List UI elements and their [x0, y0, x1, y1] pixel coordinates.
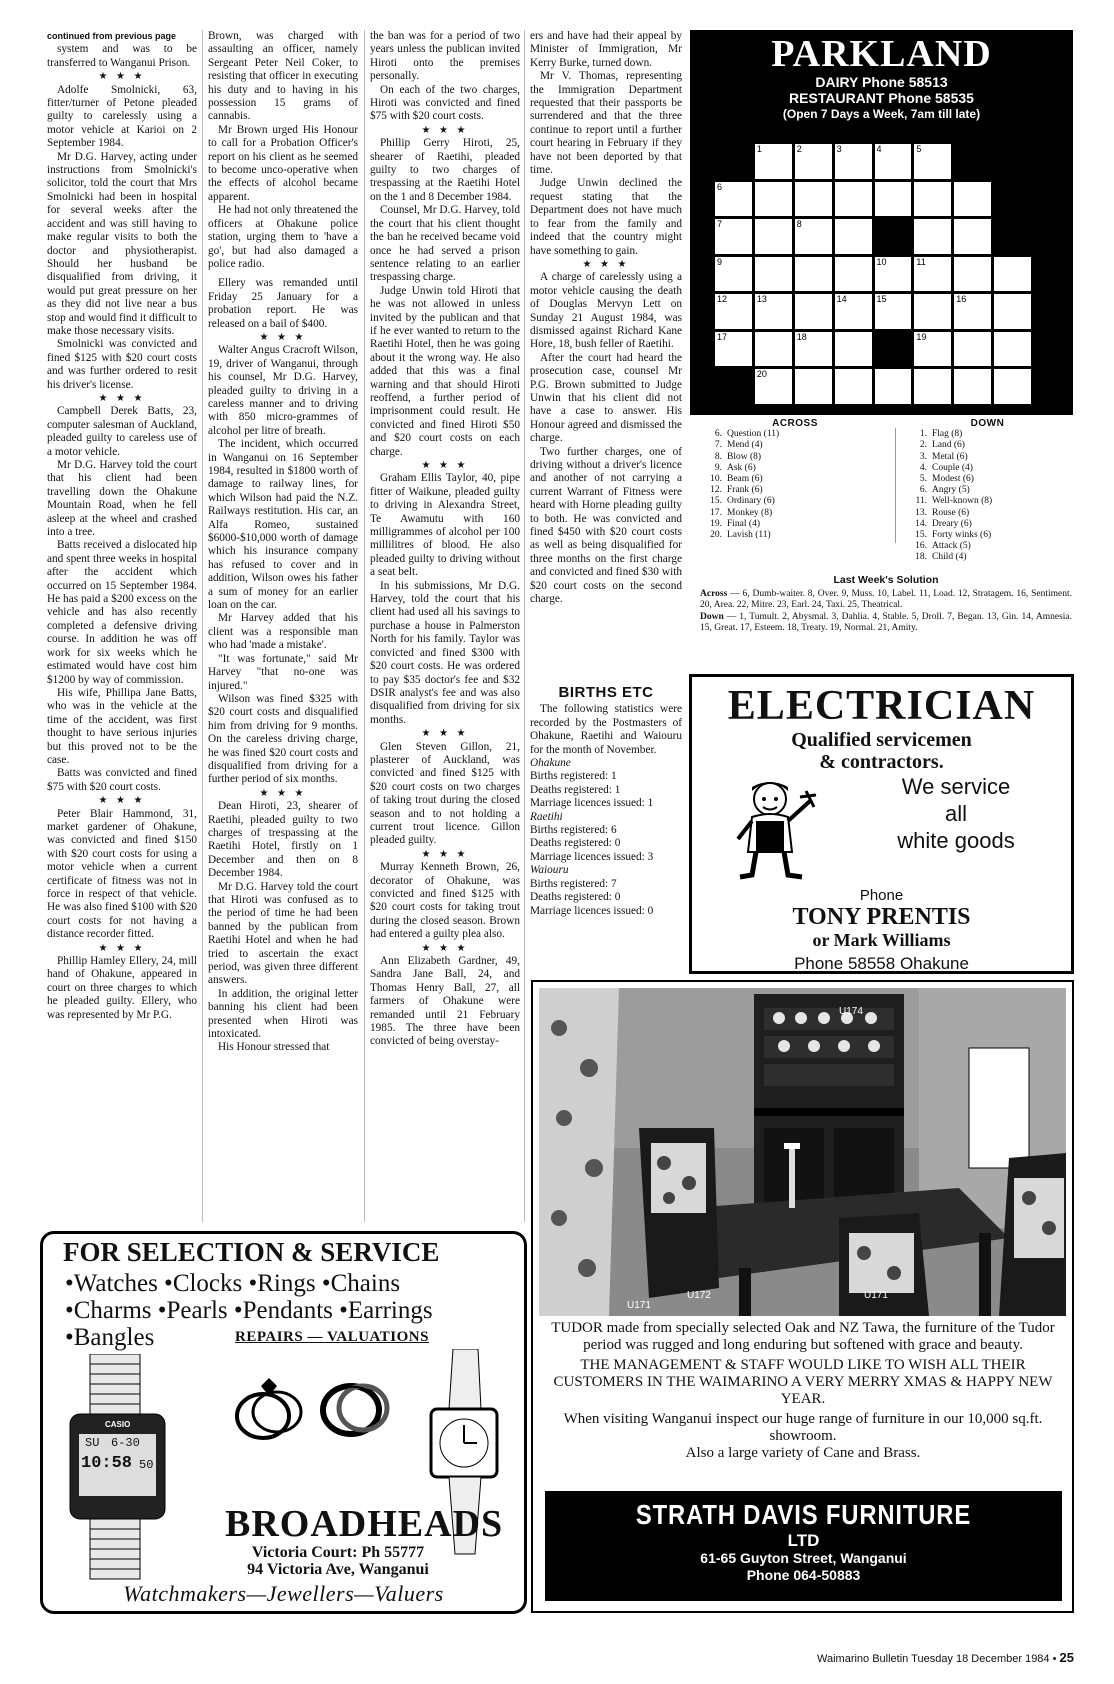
down-clue-text: Angry (5) — [932, 485, 970, 496]
down-clue-number: 4. — [919, 462, 927, 473]
down-clue-text: Child (4) — [932, 552, 967, 563]
watch-date: 6-30 — [111, 1436, 140, 1450]
paragraph: Mr D.G. Harvey, acting under instructions from Smolnicki's solicitor, told the court that Mrs Smolnicki had been in hospital for several weeks after the accident and was still having to make regular visits to both the doctor and physiotherapist. Should her husband be disqualified from driving, it would put great pressure on her as they did not live near a bus stop and would find it difficult to make those necessary visits. — [47, 150, 197, 337]
across-clue-row — [700, 496, 890, 507]
down-clue-number: 11. — [915, 496, 927, 507]
separator-stars: ★ ★ ★ — [98, 942, 146, 954]
paragraph: In addition, the original letter banning his client had been presented when Hiroti was intoxicated. — [208, 987, 358, 1041]
solution-across: — 6, Dumb-waiter. 8, Over. 9, Muss. 10, Label. 11, Load. 12, Stratagem. 16, Sentiment. 20, Area. 22, Mitre. 23, Earl. 24, Taxi. 25, Theatrical. — [700, 588, 1073, 611]
down-clue-number: 6. — [919, 485, 927, 496]
product-line-1: •Watches •Clocks •Rings •Chains — [65, 1270, 401, 1297]
down-clue-row — [905, 541, 1070, 552]
paragraph: "It was fortunate," said Mr Harvey "that no-one was injured." — [208, 652, 358, 692]
down-clue-text: Attack (5) — [932, 541, 971, 552]
grid-cell[interactable] — [835, 257, 872, 292]
paragraph: Mr D.G. Harvey told the court that Hiroti was confused as to the period of time he had been banned by the publican from Raetihi Hotel and when he had tried to ascertain the exact period, was given three different answers. — [208, 880, 358, 987]
across-clue-text: Blow (8) — [727, 451, 762, 462]
electrician-subtitle-2: & contractors. — [819, 751, 944, 773]
grid-cell[interactable] — [715, 219, 752, 254]
separator-stars: ★ ★ ★ — [98, 795, 146, 807]
grid-cell[interactable] — [715, 294, 752, 329]
paragraph: Graham Ellis Taylor, 40, pipe fitter of Waikune, pleaded guilty to driving in Alexandra Street, Te Awamutu with 160 milligrammes of alcohol per 100 millilitres of blood. He also pleaded guilty to driving without a seat belt. — [370, 472, 520, 579]
deaths-stat: Deaths registered: 0 — [530, 837, 621, 850]
last-week-solution — [700, 575, 1072, 635]
paragraph: Peter Blair Hammond, 31, market gardener of Ohakune, was convicted and fined $150 with $20 court costs for using a motor vehicle when a current certificate of fitness was not in force in respect of that vehicle. He was also fined $100 with $20 court costs for not having a distance recorder fitted. — [47, 807, 197, 941]
grid-number: 6 — [717, 181, 723, 192]
marriages-stat: Marriage licences issued: 3 — [530, 850, 654, 863]
grid-cell[interactable] — [715, 257, 752, 292]
down-clue-number: 13. — [915, 507, 927, 518]
grid-cell[interactable] — [994, 369, 1031, 404]
across-clue-number: 12. — [710, 485, 722, 496]
grid-number: 9 — [717, 256, 723, 267]
solution-heading: Last Week's Solution — [833, 574, 939, 586]
across-clue-number: 19. — [710, 518, 722, 529]
across-clue-row — [700, 530, 890, 541]
footer-bullet: • — [1052, 1653, 1057, 1665]
watch-brand: CASIO — [105, 1420, 131, 1429]
watch-seconds: 50 — [139, 1458, 154, 1472]
across-clue-text: Ordinary (6) — [727, 496, 775, 507]
column-rule — [524, 30, 525, 1222]
paragraph: Brown, was charged with assaulting an officer, namely Sergeant Peter Neil Coker, to resisting that officer in executing his duty and to having in his possession 15 grams of cannabis. — [208, 30, 358, 123]
across-clue-row — [700, 463, 890, 474]
marriages-stat: Marriage licences issued: 0 — [530, 904, 654, 917]
furniture-photo — [539, 988, 1066, 1316]
grid-number: 13 — [756, 294, 767, 305]
grid-cell[interactable] — [835, 182, 872, 217]
grid-cell[interactable] — [875, 257, 912, 292]
down-clue-row — [905, 485, 1070, 496]
grid-number: 16 — [956, 294, 967, 305]
grid-cell[interactable] — [795, 144, 832, 179]
town-name: Ohakune — [530, 757, 571, 770]
paragraph: Batts was convicted and fined $75 with $20 court costs. — [47, 767, 197, 793]
paragraph: His Honour stressed that — [218, 1041, 330, 1054]
paragraph: Mr D.G. Harvey told the court that his client had been travelling down the Ohakune Mountain Road, when he fell asleep at the wheel and crashed into a tree. — [47, 459, 197, 539]
alternate-contact: or Mark Williams — [812, 930, 951, 950]
grid-cell-black — [875, 332, 912, 367]
grid-cell[interactable] — [954, 219, 991, 254]
grid-cell[interactable] — [914, 182, 951, 217]
grid-number: 19 — [916, 331, 927, 342]
grid-cell[interactable] — [835, 369, 872, 404]
grid-cell[interactable] — [875, 144, 912, 179]
across-clue-number: 17. — [710, 507, 722, 518]
grid-cell[interactable] — [914, 332, 951, 367]
births-intro: The following statistics were recorded by the Postmasters of Ohakune, Raetihi and Waiouru for the month of November. — [530, 703, 682, 756]
separator-stars: ★ ★ ★ — [421, 848, 469, 860]
across-clue-text: Monkey (8) — [727, 507, 773, 518]
grid-cell[interactable] — [755, 144, 792, 179]
article-column-4 — [530, 30, 682, 670]
store-address: 61-65 Guyton Street, Wanganui — [700, 1550, 907, 1566]
across-clue-row — [700, 452, 890, 463]
grid-cell-black — [994, 144, 1031, 179]
grid-cell[interactable] — [755, 332, 792, 367]
grid-cell[interactable] — [914, 294, 951, 329]
down-clue-number: 1. — [919, 429, 927, 440]
grid-cell-black — [875, 219, 912, 254]
service-line-3: white goods — [897, 828, 1015, 853]
down-clue-text: Land (6) — [932, 440, 965, 451]
grid-cell[interactable] — [954, 257, 991, 292]
service-line-2: all — [944, 801, 967, 826]
grid-number: 20 — [756, 369, 767, 380]
grid-cell[interactable] — [715, 332, 752, 367]
across-clue-number: 10. — [710, 474, 722, 485]
publication-date: Waimarino Bulletin Tuesday 18 December 1984 — [817, 1653, 1050, 1665]
grid-cell[interactable] — [994, 257, 1031, 292]
store-ltd: LTD — [787, 1531, 820, 1550]
article-column-2 — [208, 30, 358, 1228]
separator-stars: ★ ★ ★ — [582, 258, 630, 270]
down-clue-number: 18. — [915, 552, 927, 563]
down-clue-row — [905, 496, 1070, 507]
separator-stars: ★ ★ ★ — [421, 460, 469, 471]
down-clue-row — [905, 474, 1070, 485]
grid-number: 17 — [717, 331, 728, 342]
product-label: U174 — [839, 1006, 863, 1017]
grid-number: 10 — [876, 256, 887, 267]
births-heading: BIRTHS ETC — [558, 684, 654, 701]
repairs-valuations: REPAIRS — VALUATIONS — [235, 1329, 429, 1345]
grid-cell[interactable] — [954, 182, 991, 217]
product-line-3: •Bangles — [65, 1324, 155, 1351]
grid-cell[interactable] — [715, 182, 752, 217]
grid-cell[interactable] — [835, 332, 872, 367]
down-clue-row — [905, 463, 1070, 474]
service-line-1: We service — [901, 774, 1011, 799]
paragraph: Counsel, Mr D.G. Harvey, told the court that his client thought the ban he received became void once he had served a prison sentence relating to an earlier trespassing charge. — [370, 204, 520, 284]
paragraph: Mr Brown urged His Honour to call for a Probation Officer's report on his client as he seemed to become unco-operative when the effects of alcohol became apparent. — [208, 123, 358, 203]
paragraph: Smolnicki was convicted and fined $125 with $20 court costs and was further ordered to resit his driver's license. — [47, 338, 197, 391]
down-clue-number: 5. — [919, 474, 927, 485]
store-name: STRATH DAVIS FURNITURE — [635, 1499, 972, 1530]
page-number: 25 — [1059, 1650, 1074, 1665]
solution-down-label: Down — [700, 611, 724, 622]
paragraph: He had not only threatened the officers at Ohakune police station, urging them to 'have a go', but had also damaged a police radio. — [208, 204, 358, 270]
town-name: Waiouru — [530, 864, 569, 877]
address-line-1: Victoria Court: Ph 55777 — [251, 1544, 425, 1561]
page-footer — [817, 1650, 1074, 1665]
separator-stars: ★ ★ ★ — [98, 71, 146, 83]
down-clue-text: Well-known (8) — [932, 496, 993, 507]
across-clue-row — [700, 519, 890, 530]
parkland-crossword-ad — [690, 30, 1073, 415]
electrician-subtitle-1: Qualified servicemen — [791, 729, 972, 751]
paragraph: Mr Harvey added that his client was a responsible man who had 'made a mistake'. — [208, 612, 358, 652]
down-clue-text: Dreary (6) — [932, 518, 972, 529]
address-line-2: 94 Victoria Ave, Wanganui — [247, 1561, 429, 1578]
product-label: U171 — [864, 1290, 888, 1301]
down-clue-row — [905, 508, 1070, 519]
grid-number: 7 — [717, 219, 723, 230]
paragraph: system and was to be transferred to Wanganui Prison. — [47, 43, 197, 69]
separator-stars: ★ ★ ★ — [259, 787, 307, 799]
grid-cell[interactable] — [755, 257, 792, 292]
contact-name: TONY PRENTIS — [792, 904, 971, 930]
grid-cell-black — [715, 144, 752, 179]
down-clue-number: 16. — [915, 541, 927, 552]
across-clue-text: Ask (6) — [727, 462, 756, 473]
grid-cell[interactable] — [755, 182, 792, 217]
grid-cell[interactable] — [755, 294, 792, 329]
across-clue-text: Question (11) — [727, 429, 780, 440]
article-column-1 — [47, 30, 197, 1228]
grid-number: 1 — [756, 144, 762, 154]
paragraph: Batts received a dislocated hip and spent three weeks in hospital after the accident which occurred on 15 September 1984. He has paid a $200 excess on the vehicle and has also recently completed a defensive driving course. In addition he was off work for six weeks which he estimated would have cost him $1200 by way of commission. — [47, 539, 197, 686]
down-clue-text: Flag (8) — [932, 429, 963, 440]
paragraph: The incident, which occurred in Wanganui on 16 September 1984, resulted in $1800 worth of damage to railway lines, for which Wilson had paid the N.Z. Railways restitution. His car, an Alfa Romeo, sustained $6000-$10,000 worth of damage which his insurance company has refused to cover and in addition, Wilson owes his father a sum of money for an earlier loan on the car. — [208, 438, 358, 612]
paragraph: Walter Angus Cracroft Wilson, 19, driver of Wanganui, through his counsel, Mr D.G. Harvey, pleaded guilty to driving in a careless manner and to driving with 850 micro-grammes of alcohol per litre of breath. — [208, 344, 358, 437]
grid-cell-black — [994, 219, 1031, 254]
seasons-greetings: THE MANAGEMENT & STAFF WOULD LIKE TO WISH ALL THEIR CUSTOMERS IN THE WAIMARINO A VERY MERRY XMAS & HAPPY NEW YEAR. — [553, 1357, 1053, 1407]
grid-number: 18 — [796, 331, 807, 342]
down-clue-row — [905, 530, 1070, 541]
grid-cell[interactable] — [994, 332, 1031, 367]
paragraph: His wife, Phillipa Jane Batts, who was in the vehicle at the time of the accident, was first thought to have serious injuries but this proved not to be the case. — [47, 686, 197, 766]
cane-brass-note: Also a large variety of Cane and Brass. — [685, 1445, 921, 1461]
grid-cell[interactable] — [875, 369, 912, 404]
grid-cell[interactable] — [835, 144, 872, 179]
crossword-grid[interactable] — [715, 144, 1031, 404]
paragraph: Murray Kenneth Brown, 26, decorator of Ohakune, was convicted and fined $125 with $20 court costs for taking trout during the closed season. Brown had entered a guilty plea also. — [370, 861, 520, 941]
broadheads-tagline: Watchmakers—Jewellers—Valuers — [123, 1581, 444, 1606]
across-heading: ACROSS — [772, 418, 818, 429]
grid-cell-black — [994, 182, 1031, 217]
solution-across-label: Across — [700, 588, 728, 599]
grid-cell[interactable] — [755, 369, 792, 404]
article-column-3 — [370, 30, 520, 1228]
paragraph: Glen Steven Gillon, 21, plasterer of Auckland, was convicted and fined $125 with $20 court costs on two charges of taking trout during the closed season and to not holding a current trout licence. Gillon pleaded guilty. — [370, 740, 520, 847]
service-text — [871, 773, 1041, 854]
grid-cell[interactable] — [795, 182, 832, 217]
down-clue-row — [905, 440, 1070, 451]
down-clue-number: 3. — [919, 451, 927, 462]
grid-cell[interactable] — [755, 219, 792, 254]
grid-cell[interactable] — [795, 369, 832, 404]
across-clue-text: Frank (6) — [727, 485, 763, 496]
grid-cell[interactable] — [954, 332, 991, 367]
deaths-stat: Deaths registered: 0 — [530, 891, 621, 904]
down-clue-row — [905, 429, 1070, 440]
store-phone: Phone 064-50883 — [746, 1567, 861, 1583]
grid-cell[interactable] — [835, 219, 872, 254]
phone-label: Phone — [859, 887, 904, 904]
down-clue-text: Metal (6) — [932, 451, 968, 462]
strath-davis-furniture-ad — [531, 980, 1074, 1613]
separator-stars: ★ ★ ★ — [98, 392, 146, 404]
grid-cell[interactable] — [914, 219, 951, 254]
across-clue-row — [700, 429, 890, 440]
paragraph: Phillip Gerry Hiroti, 25, shearer of Raetihi, pleaded guilty to two charges of trespassing at the Raetihi Hotel on the 1 and 8 December 1984. — [370, 137, 520, 203]
grid-number: 12 — [717, 294, 728, 305]
births-stat: Births registered: 7 — [530, 877, 617, 890]
across-clue-number: 7. — [714, 440, 722, 451]
paragraph: Campbell Derek Batts, 23, computer salesman of Auckland, pleaded guilty to careless use of a motor vehicle. — [47, 405, 197, 458]
grid-number: 2 — [796, 144, 802, 154]
grid-number: 14 — [836, 294, 847, 305]
paragraph: Ann Elizabeth Gardner, 49, Sandra Jane Ball, 24, and Thomas Henry Ball, 27, all farmers of Ohakune were remanded until 21 February 1985. The three have been convicted of being overstay- — [370, 955, 520, 1048]
paragraph: ers and have had their appeal by Minister of Immigration, Mr Kerry Burke, turned down. — [530, 30, 682, 69]
across-clue-text: Final (4) — [727, 518, 760, 529]
paragraph: On each of the two charges, Hiroti was convicted and fined $75 with $20 court costs. — [370, 83, 520, 123]
across-clue-text: Beam (6) — [727, 474, 763, 485]
across-clue-number: 6. — [714, 429, 722, 440]
down-clue-text: Couple (4) — [932, 462, 973, 473]
paragraph: Adolfe Smolnicki, 63, fitter/turner of Petone pleaded guilty to carelessly using a motor vehicle at Karioi on 2 September 1984. — [47, 83, 197, 150]
product-label: U171 — [627, 1300, 651, 1311]
broadheads-heading: FOR SELECTION & SERVICE — [63, 1237, 440, 1267]
restaurant-phone: RESTAURANT Phone 58535 — [789, 90, 974, 106]
grid-cell[interactable] — [914, 369, 951, 404]
paragraph: Two further charges, one of driving without a driver's licence and another of not carrying a current Warrant of Fitness were heard with Horne pleading guilty to both. He was convicted and fined $450 with $20 court costs as well as being disqualified for three months on the first charge and convicted and fined $30 with $20 court costs on the second charge. — [530, 445, 682, 606]
paragraph: Judge Unwin declined the request stating that the Department does not have much to fear from the family and indeed that the country might have something to gain. — [530, 177, 682, 257]
across-clue-row — [700, 508, 890, 519]
grid-cell[interactable] — [875, 294, 912, 329]
grid-number: 5 — [916, 144, 922, 154]
column-rule — [202, 30, 203, 1222]
separator-stars: ★ ★ ★ — [421, 728, 469, 740]
electrician-mascot-icon — [730, 777, 825, 882]
across-clue-number: 9. — [714, 462, 722, 473]
across-clue-row — [700, 440, 890, 451]
grid-cell[interactable] — [954, 369, 991, 404]
broadheads-address — [238, 1544, 438, 1578]
grid-cell[interactable] — [795, 332, 832, 367]
strath-davis-banner — [545, 1491, 1062, 1601]
across-clue-number: 20. — [710, 530, 722, 541]
grid-number: 3 — [836, 144, 842, 154]
down-clue-number: 2. — [919, 440, 927, 451]
paragraph: the ban was for a period of two years unless the publican invited Hiroti onto the premises personally. — [370, 30, 520, 83]
dairy-phone: DAIRY Phone 58513 — [815, 74, 948, 90]
down-heading: DOWN — [970, 418, 1005, 429]
wedding-rings-icon — [319, 1374, 394, 1444]
grid-number: 8 — [796, 219, 802, 230]
births-column — [530, 680, 682, 980]
deaths-stat: Deaths registered: 1 — [530, 783, 621, 796]
separator-stars: ★ ★ ★ — [421, 942, 469, 954]
grid-number: 4 — [876, 144, 882, 154]
down-clue-row — [905, 552, 1070, 563]
paragraph: Phillip Hamley Ellery, 24, mill hand of Ohakune, appeared in court on three charges to which he pleaded guilty. Ellery, who was represented by Mr P.G. — [47, 955, 197, 1021]
broadheads-ad — [40, 1231, 527, 1614]
grid-cell[interactable] — [914, 144, 951, 179]
clue-divider — [895, 428, 896, 543]
across-clue-row — [700, 474, 890, 485]
electrician-ad — [689, 674, 1074, 974]
grid-cell[interactable] — [795, 219, 832, 254]
opening-hours: (Open 7 Days a Week, 7am till late) — [782, 107, 981, 121]
grid-cell-black — [715, 369, 752, 404]
town-name: Raetihi — [530, 810, 563, 823]
product-line-2: •Charms •Pearls •Pendants •Earrings — [65, 1297, 433, 1324]
paragraph: A charge of carelessly using a motor vehicle causing the death of Douglas Mervyn Lett on Sunday 21 August 1984, was dismissed against Richard Kane Hore, 18, bush feller of Raetihi. — [530, 271, 682, 351]
across-clue-row — [700, 485, 890, 496]
continued-label: continued from previous page — [47, 31, 177, 41]
down-clue-number: 14. — [915, 518, 927, 529]
across-clue-text: Mend (4) — [727, 440, 763, 451]
grid-number: 15 — [876, 294, 887, 305]
showroom-note: When visiting Wanganui inspect our huge range of furniture in our 10,000 sq.ft. showroom. — [563, 1411, 1043, 1444]
paragraph: Wilson was fined $325 with $20 court costs and disqualified him from driving for 9 months. On the careless driving charge, he was fined $20 court costs and disqualified from driving for a further period of six months. — [208, 692, 358, 786]
down-clue-text: Rouse (6) — [932, 507, 970, 518]
grid-cell[interactable] — [795, 257, 832, 292]
paragraph: In his submissions, Mr D.G. Harvey, told the court that his client had used all his savings to purchase a house in Palmerston North for his family. Taylor was convicted and fined $300 with $20 court costs. He was ordered to pay $35 doctor's fee and $32 DSIR analyst's fee and was also disqualified from driving for six months. — [370, 579, 520, 726]
paragraph: After the court had heard the prosecution case, counsel Mr P.G. Brown submitted to Judge Unwin that his client did not have a case to answer. His Honour agreed and dismissed the charge. — [530, 351, 682, 445]
paragraph: Judge Unwin told Hiroti that he was not allowed in unless invited by the publican and that if he ever wanted to return to the Raetihi Hotel, then he was going about it the wrong way. He also added that this was a final warning and that should Hiroti reoffend, a further period of imprisonment could result. He convicted and fined Hiroti $50 and $20 court costs on each charge. — [370, 284, 520, 458]
across-clues — [700, 418, 890, 541]
grid-cell[interactable] — [914, 257, 951, 292]
across-clue-text: Lavish (11) — [727, 530, 771, 541]
dining-room-image — [539, 988, 1066, 1316]
tudor-description: TUDOR made from specially selected Oak and NZ Tawa, the furniture of the Tudor period was rugged and long enduring but softened with grace and beauty. — [551, 1320, 1055, 1353]
tudor-copy — [543, 1320, 1063, 1465]
engagement-rings-icon — [233, 1374, 308, 1444]
parkland-title: PARKLAND — [771, 33, 992, 75]
births-stat: Births registered: 1 — [530, 770, 617, 783]
grid-cell[interactable] — [795, 294, 832, 329]
across-clue-number: 15. — [710, 496, 722, 507]
grid-number: 11 — [916, 256, 926, 267]
down-clue-text: Modest (6) — [932, 474, 974, 485]
paragraph: Mr V. Thomas, representing the Immigration Department requested that their passports be surrendered and that the three continue to report until a further court hearing in February if they have not been deported by that time. — [530, 70, 682, 177]
watch-time: 10:58 — [81, 1454, 133, 1473]
paragraph: Ellery was remanded until Friday 25 January for a probation report. He was released on a bail of $400. — [208, 277, 358, 330]
product-label: U172 — [687, 1290, 711, 1301]
broadheads-name: BROADHEADS — [225, 1503, 504, 1545]
grid-cell[interactable] — [954, 294, 991, 329]
solution-down: — 1, Tumult. 2, Abysmal. 3, Dahlia. 4, Stable. 5, Droll. 7, Began. 13, Gin. 14, Amnesia. 15, Great. 17, Esteem. 18, Treaty. 19, Normal. 21, Amity. — [700, 611, 1072, 634]
separator-stars: ★ ★ ★ — [421, 124, 469, 136]
grid-cell[interactable] — [875, 182, 912, 217]
watch-day: SU — [85, 1436, 100, 1450]
births-stat: Births registered: 6 — [530, 824, 617, 837]
marriages-stat: Marriage licences issued: 1 — [530, 797, 654, 810]
grid-cell[interactable] — [835, 294, 872, 329]
electrician-phone: Phone 58558 Ohakune — [794, 954, 969, 973]
down-clue-row — [905, 452, 1070, 463]
grid-cell[interactable] — [994, 294, 1031, 329]
down-clue-text: Forty winks (6) — [932, 530, 992, 541]
across-clue-number: 8. — [714, 451, 722, 462]
paragraph: Dean Hiroti, 23, shearer of Raetihi, pleaded guilty to two charges of trespassing at the Raetihi Hotel, firstly on 1 December and then on 8 December 1984. — [208, 800, 358, 880]
grid-cell-black — [954, 144, 991, 179]
column-rule — [364, 30, 365, 1222]
electrician-title: ELECTRICIAN — [727, 683, 1036, 729]
down-clues — [905, 418, 1070, 564]
separator-stars: ★ ★ ★ — [259, 331, 307, 343]
down-clue-row — [905, 519, 1070, 530]
down-clue-number: 15. — [915, 530, 927, 541]
